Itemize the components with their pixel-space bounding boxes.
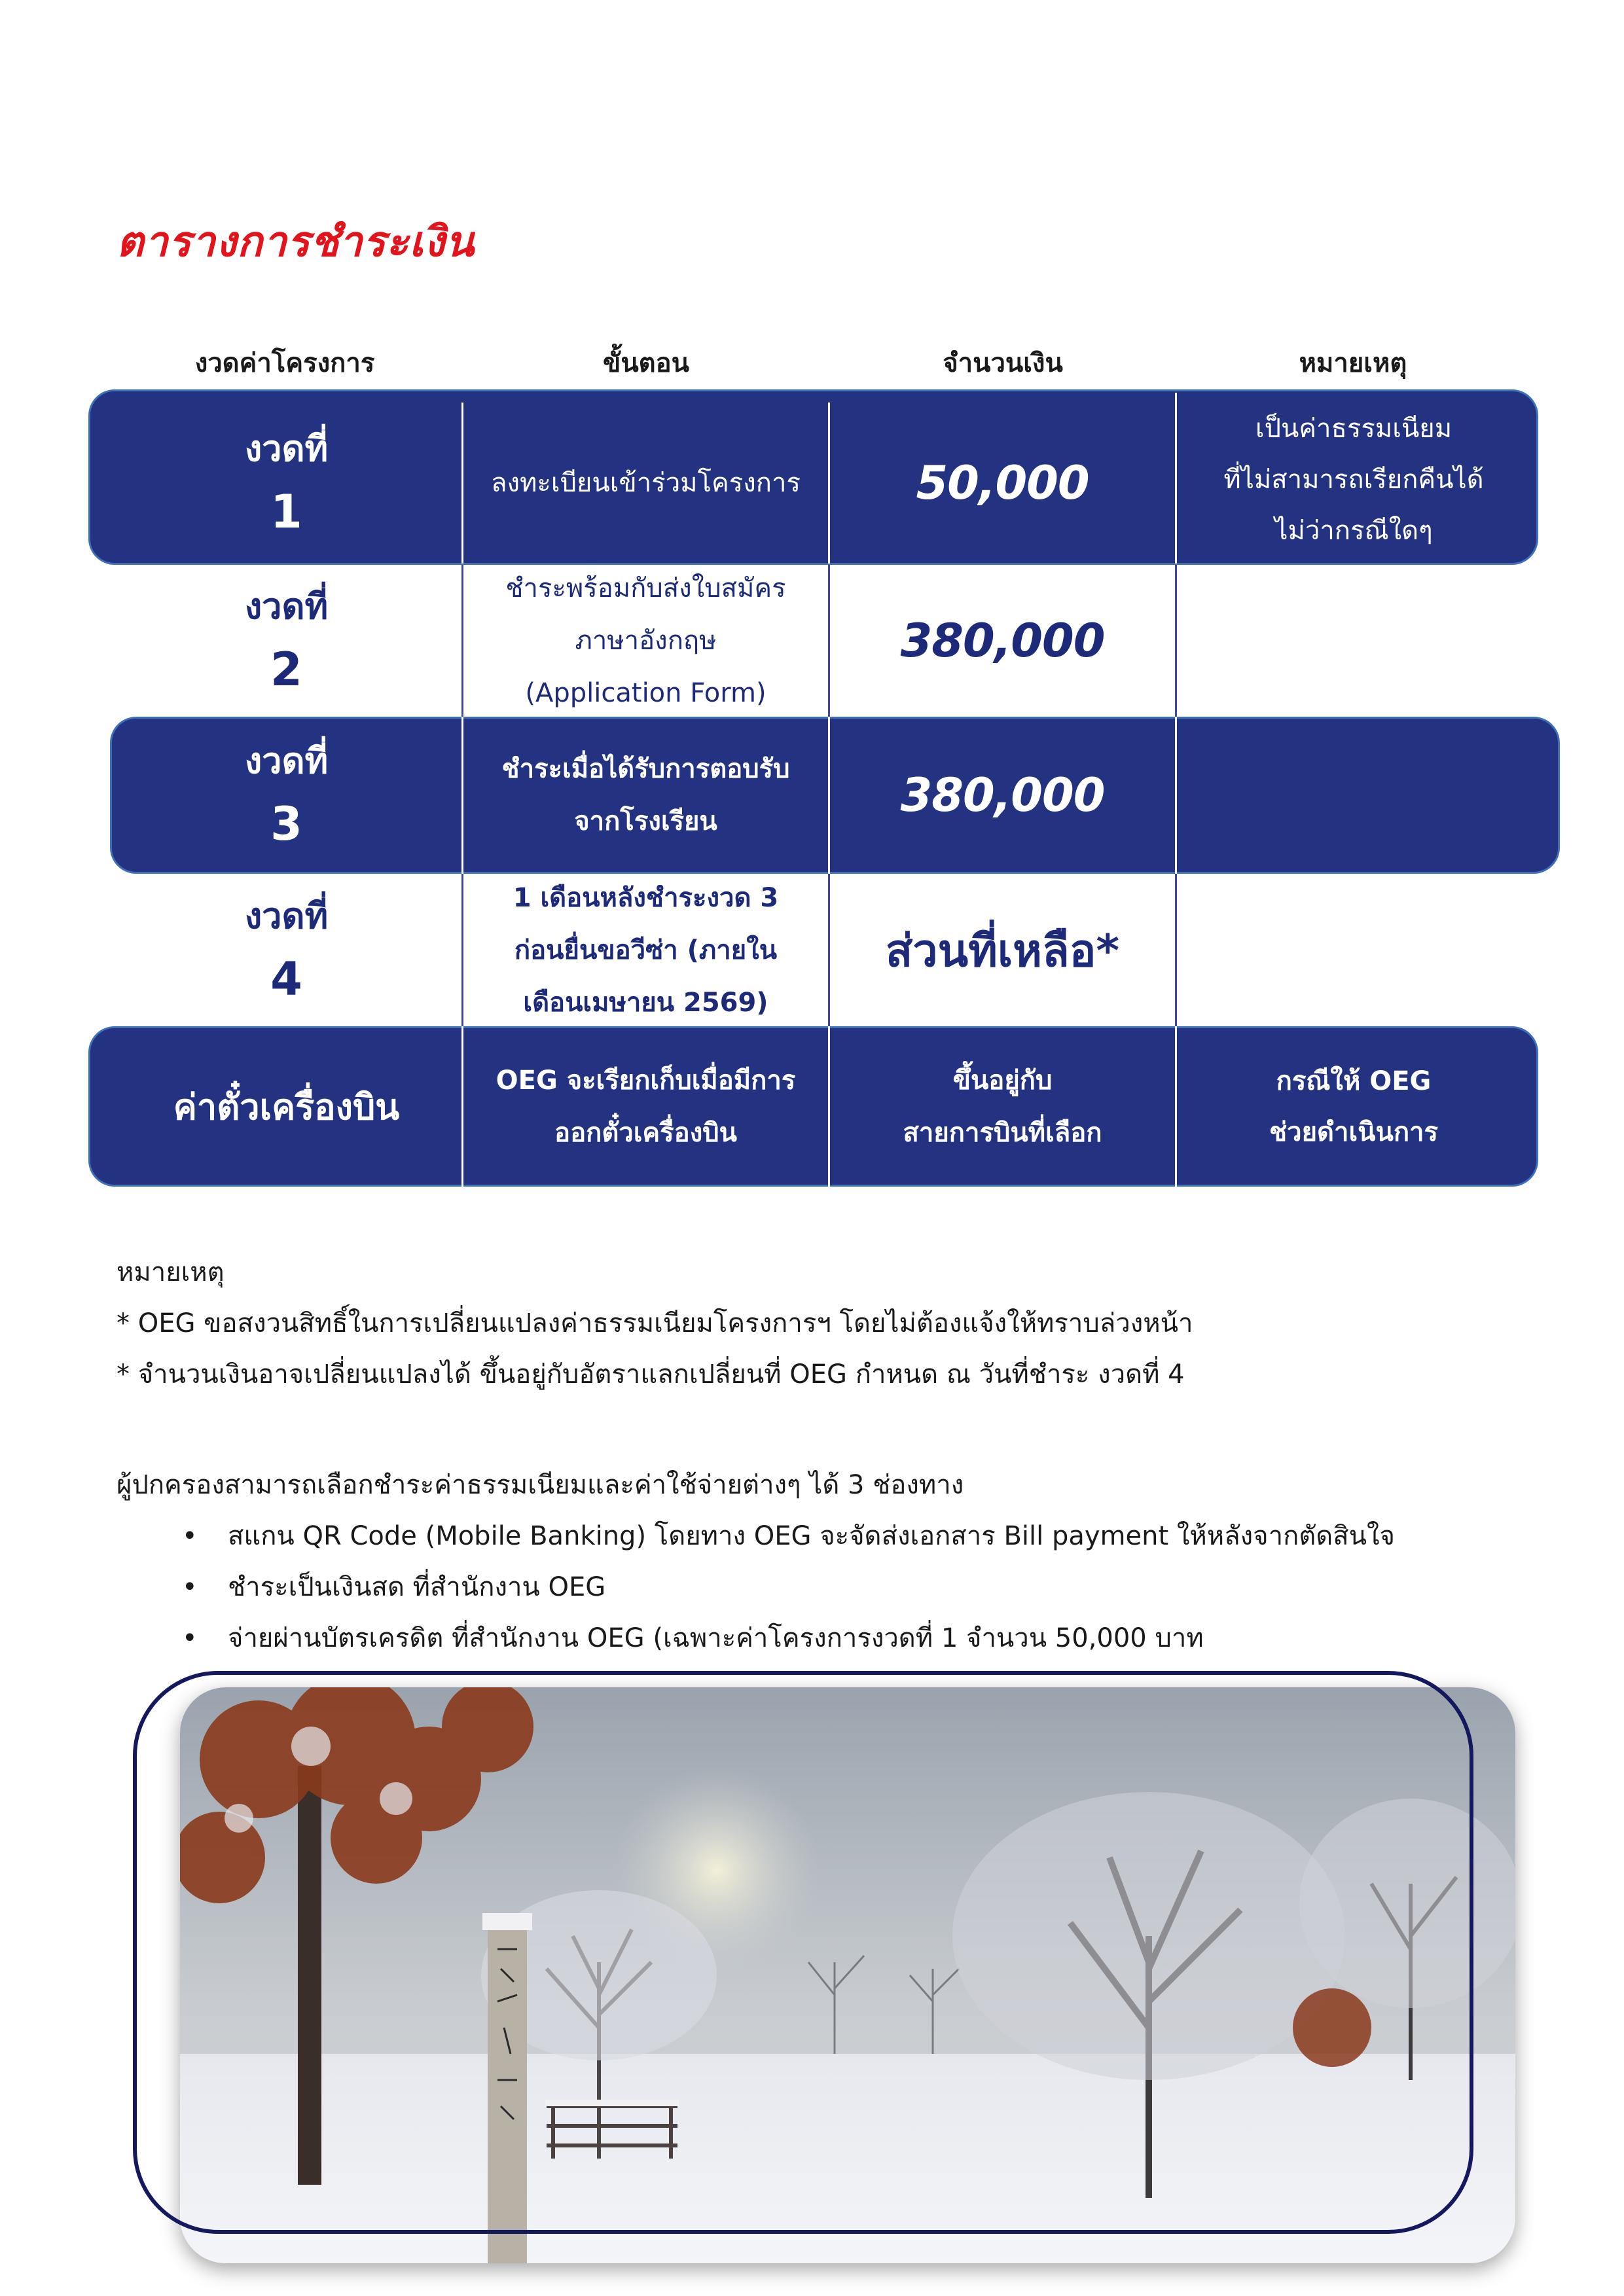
header-note: หมายเหตุ: [1299, 348, 1407, 378]
row-1-note: [1177, 396, 1530, 564]
step-line: ก่อนยื่นขอวีซ่า (ภายใน: [514, 935, 778, 965]
header-step: ขั้นตอน: [602, 348, 690, 378]
row-5-step: [463, 1026, 828, 1187]
row-3-step: [463, 717, 828, 874]
row-2-step: [463, 565, 828, 717]
period-label: งวดที่: [244, 428, 329, 469]
notes-heading: หมายเหตุ: [117, 1257, 225, 1287]
period-number: 2: [270, 643, 302, 696]
period-label: งวดที่: [244, 895, 329, 937]
amount-value: ส่วนที่เหลือ*: [885, 925, 1120, 977]
divider: [1175, 717, 1177, 874]
note-line: ไม่ว่ากรณีใดๆ: [1274, 516, 1433, 546]
row-3-period: [111, 717, 461, 874]
amount-value: 380,000: [900, 614, 1105, 668]
step-line: OEG จะเรียกเก็บเมื่อมีการ: [496, 1065, 796, 1096]
payment-channel: • ชำระเป็นเงินสด ที่สำนักงาน OEG: [182, 1562, 1395, 1613]
notes-section: [117, 1247, 1193, 1400]
row-4-period: [111, 874, 461, 1026]
row-3-amount: [830, 717, 1175, 874]
note-line: * OEG ขอสงวนสิทธิ์ในการเปลี่ยนแปลงค่าธรรมเนียมโครงการฯ โดยไม่ต้องแจ้งให้ทราบล่วงหน้า: [117, 1308, 1193, 1338]
step-line: ออกตั๋วเครื่องบิน: [554, 1117, 737, 1148]
step-line: ชำระเมื่อได้รับการตอบรับ: [501, 754, 790, 784]
step-line: ชำระพร้อมกับส่งใบสมัคร: [505, 573, 786, 603]
payment-channel-list: [117, 1511, 1395, 1664]
row-1-step: [463, 403, 828, 564]
row-5-period: [111, 1026, 461, 1187]
page-title: ตารางการชำระเงิน: [117, 218, 475, 266]
photo-frame: [133, 1671, 1473, 2234]
period-label: งวดที่: [244, 740, 329, 781]
header-period: งวดค่าโครงการ: [194, 348, 375, 378]
row-5-note: [1177, 1026, 1530, 1187]
amount-line: สายการบินที่เลือก: [903, 1117, 1102, 1148]
payment-channel: • สแกน QR Code (Mobile Banking) โดยทาง OEG จะจัดส่งเอกสาร Bill payment ให้หลังจากตัดสินใจ: [182, 1511, 1395, 1562]
divider: [1175, 874, 1177, 1026]
payment-section: [117, 1460, 1395, 1664]
note-line: ที่ไม่สามารถเรียกคืนได้: [1223, 465, 1484, 495]
amount-value: 50,000: [916, 456, 1089, 510]
row-1-amount: [830, 403, 1175, 564]
period-number: 1: [270, 485, 302, 539]
period-label: ค่าตั๋วเครื่องบิน: [173, 1086, 400, 1128]
step-line: ภาษาอังกฤษ: [575, 626, 717, 656]
note-line: เป็นค่าธรรมเนียม: [1255, 414, 1453, 444]
payment-channel: • จ่ายผ่านบัตรเครดิต ที่สำนักงาน OEG (เฉพาะค่าโครงการงวดที่ 1 จำนวน 50,000 บาท: [182, 1613, 1395, 1664]
step-line: จากโรงเรียน: [574, 806, 717, 836]
amount-value: 380,000: [900, 768, 1105, 822]
note-line: ช่วยดำเนินการ: [1269, 1117, 1438, 1147]
period-number: 4: [270, 952, 302, 1006]
step-line: 1 เดือนหลังชำระงวด 3: [513, 882, 779, 913]
divider: [1175, 565, 1177, 717]
payment-intro: ผู้ปกครองสามารถเลือกชำระค่าธรรมเนียมและค่าใช้จ่ายต่างๆ ได้ 3 ช่องทาง: [117, 1470, 964, 1500]
row-2-period: [111, 565, 461, 717]
step-line: ลงทะเบียนเข้าร่วมโครงการ: [491, 468, 801, 498]
period-number: 3: [270, 797, 302, 851]
amount-line: ขึ้นอยู่กับ: [952, 1065, 1053, 1096]
row-4-amount: [830, 874, 1175, 1026]
row-5-amount: [830, 1026, 1175, 1187]
step-line: เดือนเมษายน 2569): [523, 987, 768, 1018]
row-1-period: [111, 403, 461, 564]
note-line: * จำนวนเงินอาจเปลี่ยนแปลงได้ ขึ้นอยู่กับอัตราแลกเปลี่ยนที่ OEG กำหนด ณ วันที่ชำระ งวดที่ 4: [117, 1359, 1185, 1390]
step-line: (Application Form): [525, 678, 767, 708]
period-label: งวดที่: [244, 586, 329, 627]
note-line: กรณีให้ OEG: [1276, 1066, 1432, 1096]
header-amount: จำนวนเงิน: [943, 348, 1063, 378]
row-4-step: [463, 874, 828, 1026]
row-2-amount: [830, 565, 1175, 717]
